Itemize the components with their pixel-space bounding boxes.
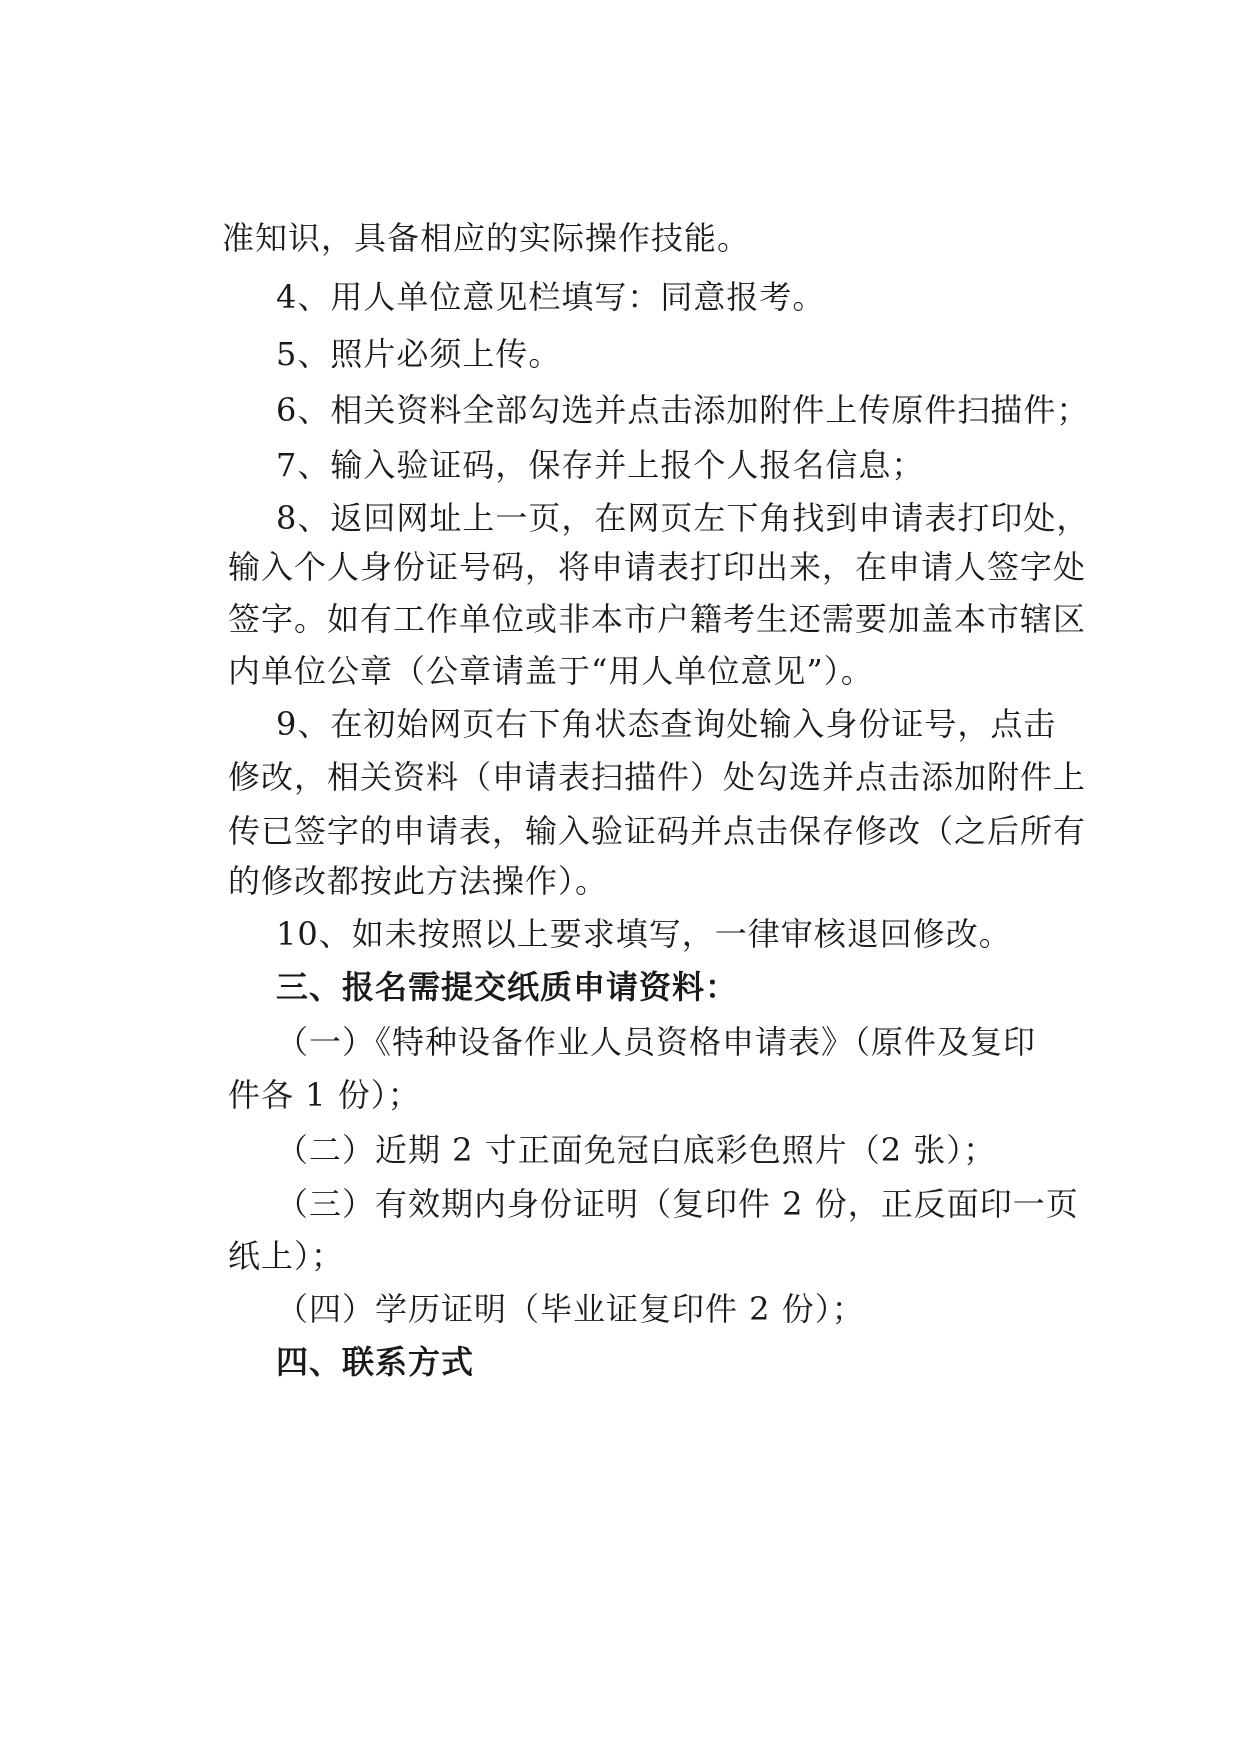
paragraph-line: 10、如未按照以上要求填写，一律审核退回修改。 xyxy=(276,915,1012,953)
paragraph-line: 准知识，具备相应的实际操作技能。 xyxy=(222,219,751,257)
paragraph-line: 5、照片必须上传。 xyxy=(276,335,562,373)
paragraph-line: 内单位公章（公章请盖于“用人单位意见”）。 xyxy=(228,652,874,690)
list-item: （一）《特种设备作业人员资格申请表》（原件及复印 xyxy=(276,1023,1037,1061)
paragraph-line: 的修改都按此方法操作）。 xyxy=(228,862,609,900)
paragraph-line: 签字。如有工作单位或非本市户籍考生还需要加盖本市辖区 xyxy=(228,600,1087,638)
list-item: 纸上）； xyxy=(228,1237,345,1275)
paragraph-line: 修改，相关资料（申请表扫描件）处勾选并点击添加附件上 xyxy=(228,758,1087,796)
list-item: （四）学历证明（毕业证复印件 2 份）； xyxy=(276,1290,865,1328)
paragraph-line: 7、输入验证码，保存并上报个人报名信息； xyxy=(276,446,925,484)
list-item: （三）有效期内身份证明（复印件 2 份，正反面印一页 xyxy=(276,1185,1079,1223)
paragraph-line: 8、返回网址上一页，在网页左下角找到申请表打印处， xyxy=(276,499,1090,537)
list-item: 件各 1 份）； xyxy=(228,1076,421,1114)
paragraph-line: 9、在初始网页右下角状态查询处输入身份证号，点击 xyxy=(276,705,1057,743)
section-heading-3: 三、报名需提交纸质申请资料： xyxy=(276,968,739,1006)
paragraph-line: 4、用人单位意见栏填写：同意报考。 xyxy=(276,278,826,316)
paragraph-line: 输入个人身份证号码，将申请表打印出来，在申请人签字处 xyxy=(228,548,1087,586)
paragraph-line: 6、相关资料全部勾选并点击添加附件上传原件扫描件； xyxy=(276,391,1090,429)
paragraph-line: 传已签字的申请表，输入验证码并点击保存修改（之后所有 xyxy=(228,812,1087,850)
list-item: （二）近期 2 寸正面免冠白底彩色照片（2 张）； xyxy=(276,1131,997,1169)
section-heading-4: 四、联系方式 xyxy=(276,1343,475,1381)
